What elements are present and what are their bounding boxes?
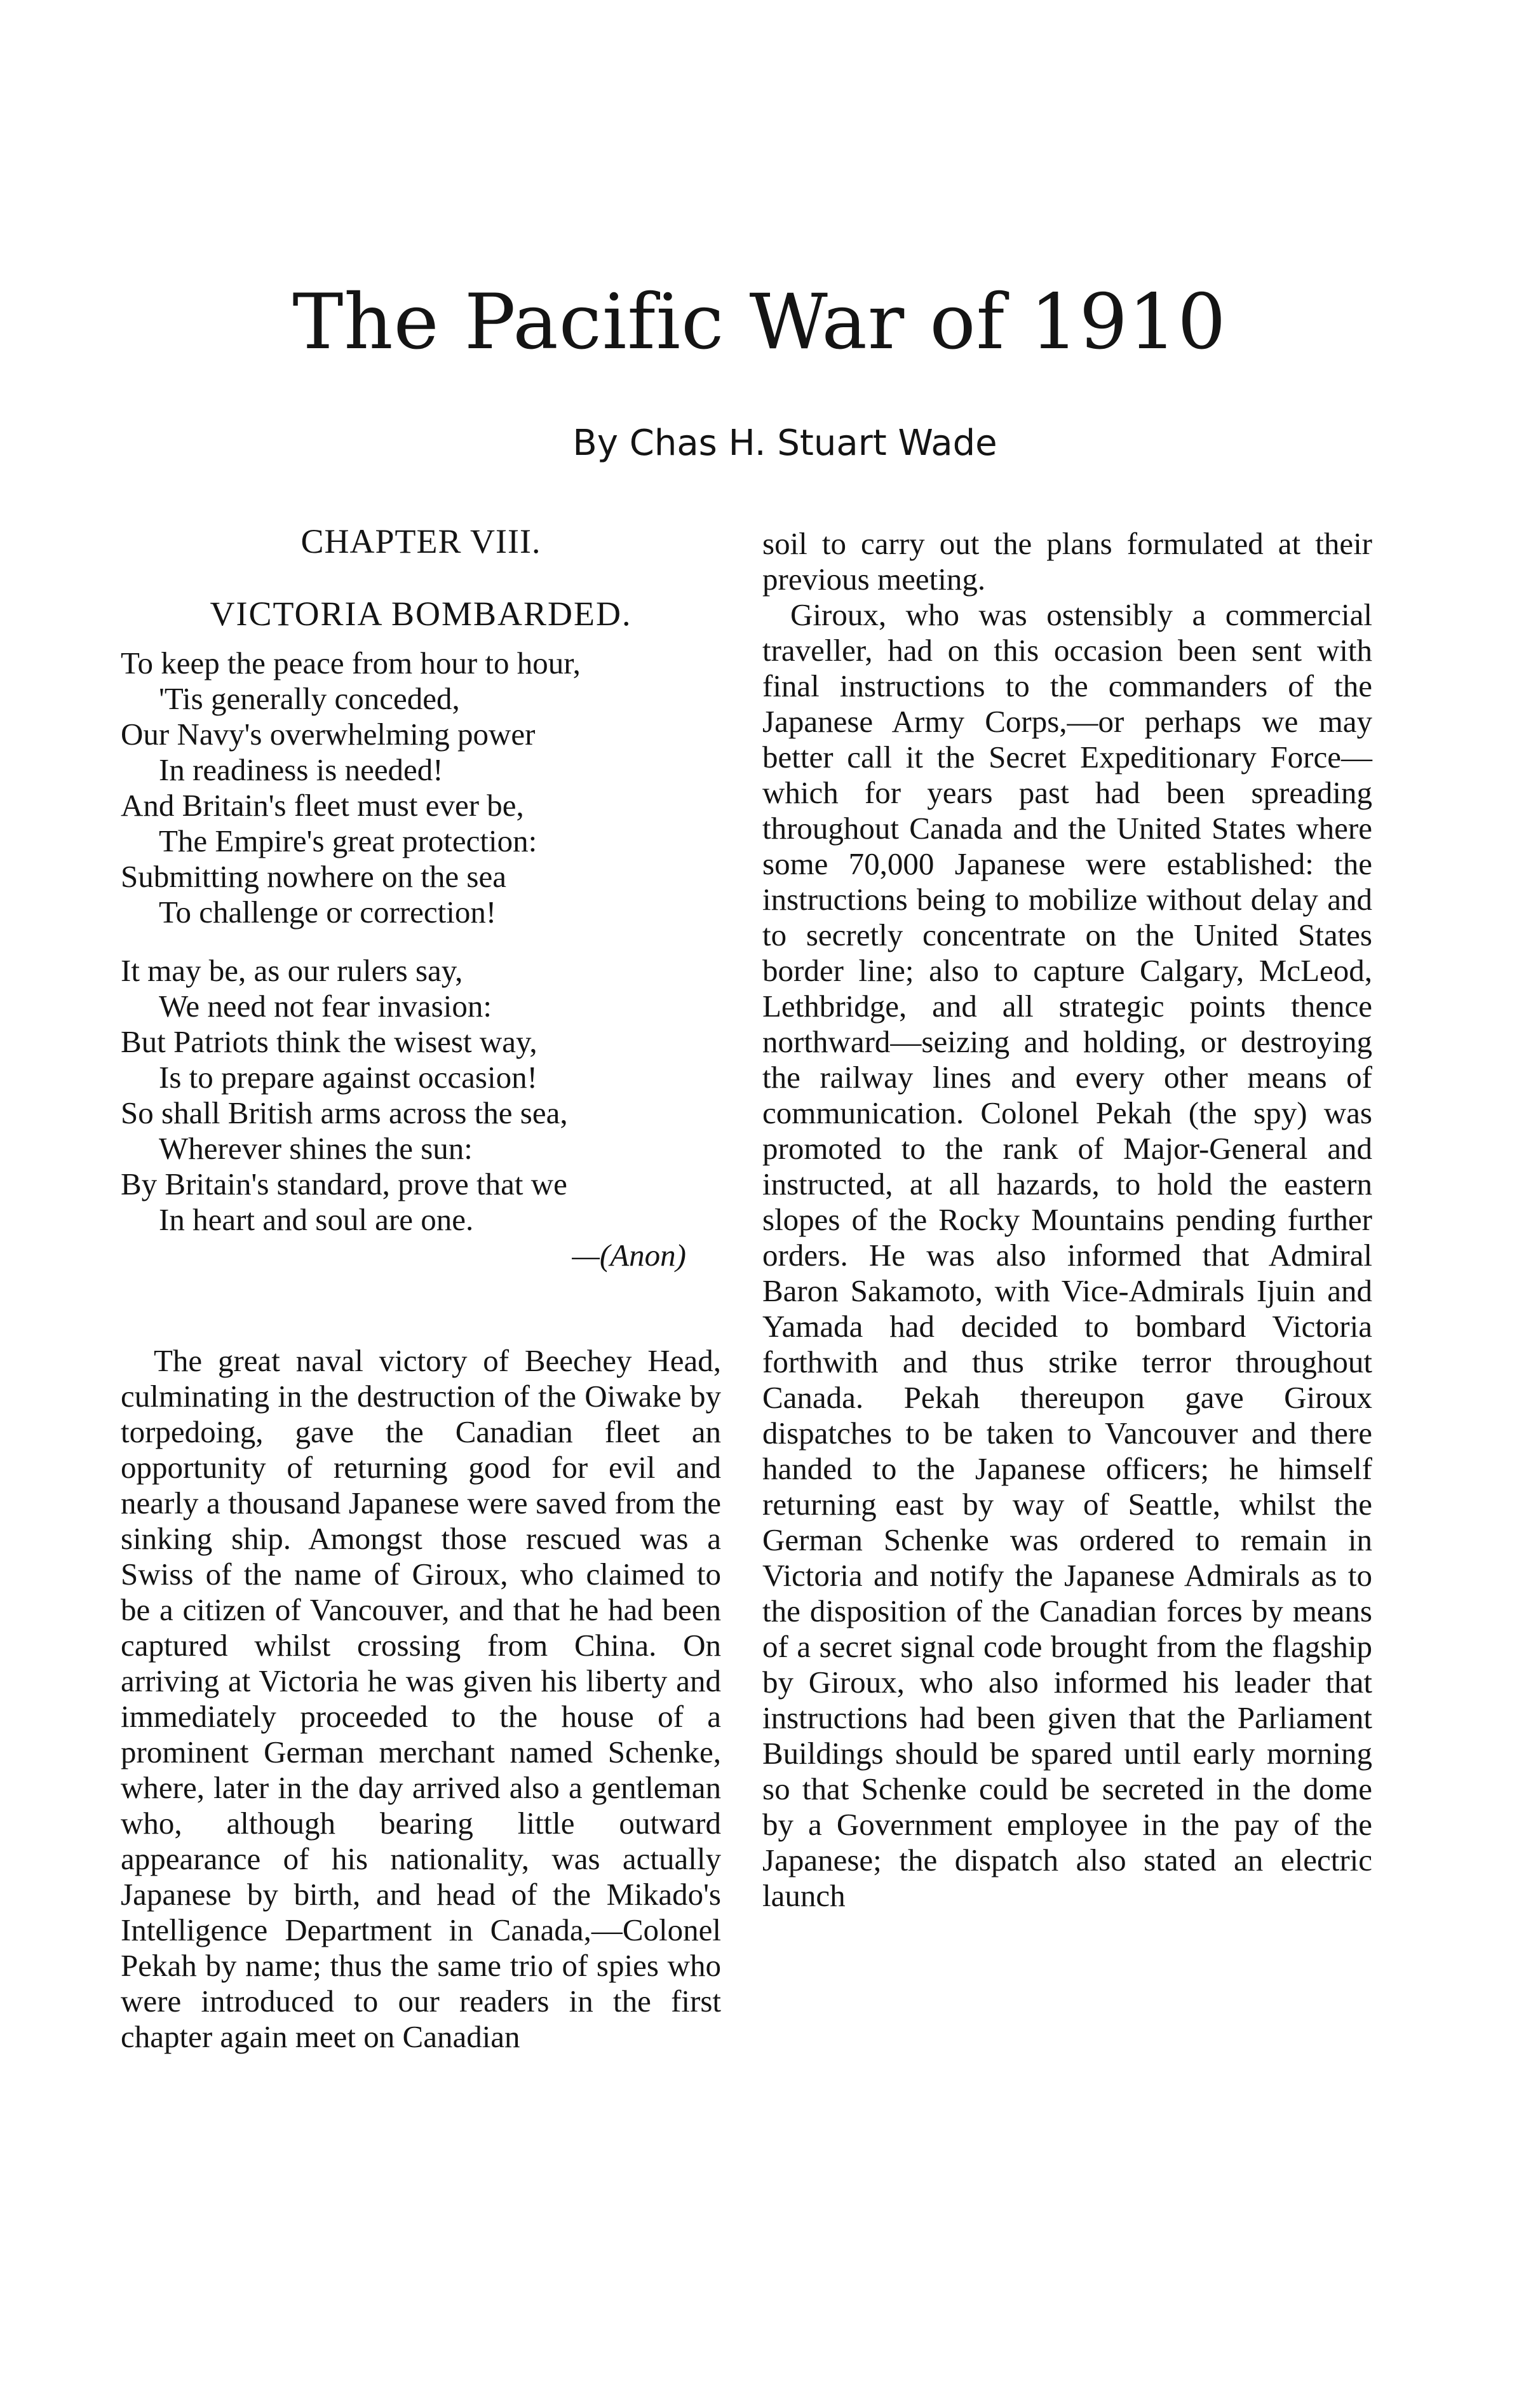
poem-line: We need not fear invasion: xyxy=(159,989,492,1024)
author-byline: By Chas H. Stuart Wade xyxy=(572,423,997,464)
poem-line: Our Navy's overwhelming power xyxy=(121,717,536,752)
poem-stanza-2 xyxy=(121,953,721,1238)
chapter-number: CHAPTER VIII. xyxy=(300,522,541,560)
poem-line: In readiness is needed! xyxy=(159,752,443,787)
poem-line: And Britain's fleet must ever be, xyxy=(121,788,524,823)
poem-line: In heart and soul are one. xyxy=(159,1202,474,1237)
poem-line: Wherever shines the sun: xyxy=(159,1131,473,1166)
poem-line: The Empire's great protection: xyxy=(159,823,537,858)
poem-line: But Patriots think the wisest way, xyxy=(121,1024,537,1059)
body-paragraph-left: The great naval victory of Beechey Head, culminating in the destruction of the Oiwake by torpedoing, gave the Canadian fleet an opportunity of returning good for evil and nearly a thousand Japanese were saved from the sinking ship. Amongst those rescued was a Swiss of the name of Giroux, who claimed to be a citizen of Vancouver, and that he had been captured whilst crossing from China. On arriving at Victoria he was given his liberty and immediately proceeded to the house of a prominent German merchant named Schenke, where, later in the day arrived also a gentleman who, although bearing little outward appearance of his nationality, was actually Japanese by birth, and head of the Mikado's Intelligence Department in Canada,—Colonel Pekah by name; thus the same trio of spies who were introduced to our readers in the first chapter again meet on Canadian xyxy=(121,1343,721,2054)
poem-line: To challenge or correction! xyxy=(159,895,497,930)
poem-attribution: —(Anon) xyxy=(572,1238,686,1273)
poem-line: Submitting nowhere on the sea xyxy=(121,859,506,894)
poem-line: To keep the peace from hour to hour, xyxy=(121,646,581,680)
chapter-title: VICTORIA BOMBARDED. xyxy=(210,595,632,633)
poem-line: It may be, as our rulers say, xyxy=(121,953,463,988)
poem-line: Is to prepare against occasion! xyxy=(159,1060,537,1095)
body-paragraph-continuation: soil to carry out the plans formulated at their previous meeting. xyxy=(762,526,1372,597)
poem-stanza-1 xyxy=(121,646,721,930)
poem-line: So shall British arms across the sea, xyxy=(121,1095,568,1130)
left-column xyxy=(121,521,721,2055)
poem-line: By Britain's standard, prove that we xyxy=(121,1167,567,1201)
right-column xyxy=(762,526,1372,1914)
poem-line: 'Tis generally conceded, xyxy=(159,681,460,716)
article-title: The Pacific War of 1910 xyxy=(292,278,1227,367)
body-paragraph-right: Giroux, who was ostensibly a commercial traveller, had on this occasion been sent with final instructions to the commanders of the Japanese Army Corps,—or perhaps we may better call it the Secret Expeditionary Force—which for years past had been spreading throughout Canada and the United States where some 70,000 Japanese were established: the instructions being to mobilize without delay and to secretly concentrate on the United States border line; also to capture Calgary, McLeod, Lethbridge, and all strategic points thence northward—seizing and holding, or destroying the railway lines and every other means of communication. Colonel Pekah (the spy) was promoted to the rank of Major-General and instructed, at all hazards, to hold the eastern slopes of the Rocky Mountains pending further orders. He was also informed that Admiral Baron Sakamoto, with Vice-Admirals Ijuin and Yamada had decided to bombard Victoria forthwith and thus strike terror throughout Canada. Pekah thereupon gave Giroux dispatches to be taken to Vancouver and there handed to the Japanese officers; he himself returning east by way of Seattle, whilst the German Schenke was ordered to remain in Victoria and notify the Japanese Admirals as to the disposition of the Canadian forces by means of a secret signal code brought from the flagship by Giroux, who also informed his leader that instructions had been given that the Parliament Buildings should be spared until early morning so that Schenke could be secreted in the dome by a Government employee in the pay of the Japanese; the dispatch also stated an electric launch xyxy=(762,597,1372,1913)
